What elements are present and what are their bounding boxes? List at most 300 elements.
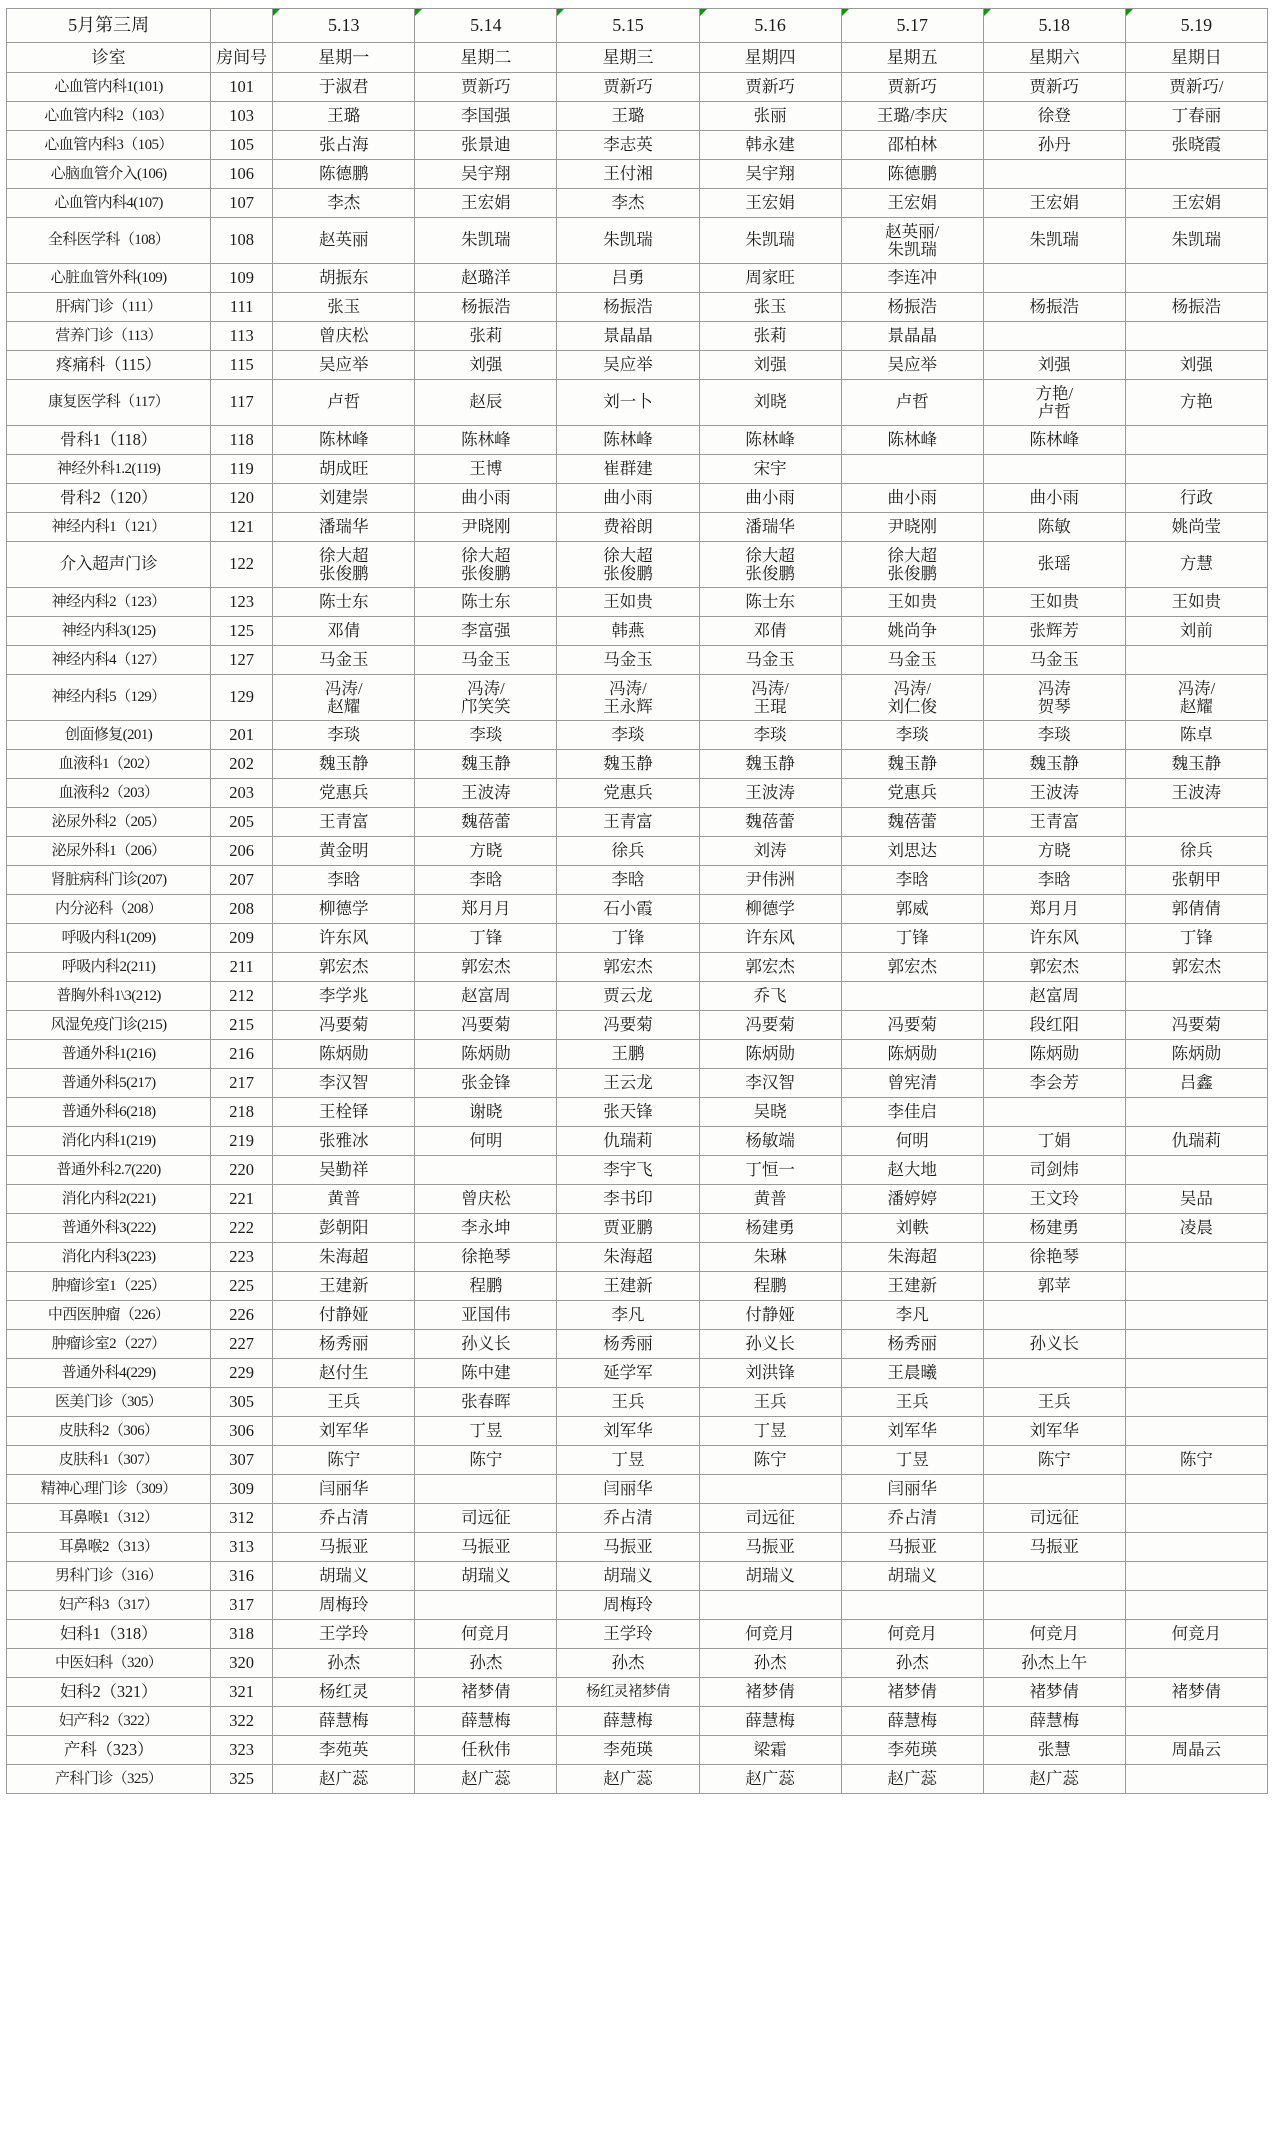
doctor-cell xyxy=(983,1475,1125,1504)
department-cell: 营养门诊（113） xyxy=(7,322,211,351)
table-row xyxy=(7,1069,1268,1098)
table-row xyxy=(7,1359,1268,1388)
doctor-cell: 姚尚争 xyxy=(841,617,983,646)
doctor-cell: 赵辰 xyxy=(415,380,557,426)
doctor-cell xyxy=(699,542,841,588)
doctor-cell: 程鹏 xyxy=(415,1272,557,1301)
doctor-cell: 魏蓓蕾 xyxy=(699,808,841,837)
room-number-cell: 305 xyxy=(211,1388,273,1417)
department-cell: 泌尿外科2（205） xyxy=(7,808,211,837)
department-cell: 心血管内科2（103） xyxy=(7,102,211,131)
doctor-cell xyxy=(841,542,983,588)
table-row xyxy=(7,1649,1268,1678)
doctor-cell xyxy=(415,1475,557,1504)
doctor-cell: 吴应举 xyxy=(841,351,983,380)
doctor-cell: 郑月月 xyxy=(415,895,557,924)
doctor-cell: 张春晖 xyxy=(415,1388,557,1417)
doctor-cell: 赵广蕊 xyxy=(983,1765,1125,1794)
room-number-cell: 307 xyxy=(211,1446,273,1475)
doctor-cell: 王波涛 xyxy=(1125,779,1267,808)
doctor-cell xyxy=(983,1359,1125,1388)
doctor-cell: 张玉 xyxy=(699,293,841,322)
doctor-cell: 杨振浩 xyxy=(415,293,557,322)
doctor-cell: 李凡 xyxy=(841,1301,983,1330)
doctor-cell: 褚梦倩 xyxy=(1125,1678,1267,1707)
doctor-cell: 周家旺 xyxy=(699,264,841,293)
room-number-cell: 323 xyxy=(211,1736,273,1765)
doctor-cell: 马振亚 xyxy=(415,1533,557,1562)
doctor-cell: 亚国伟 xyxy=(415,1301,557,1330)
doctor-name-line: 赵耀 xyxy=(327,696,361,716)
doctor-cell xyxy=(841,218,983,264)
doctor-cell: 李汉智 xyxy=(273,1069,415,1098)
department-cell: 普通外科1(216) xyxy=(7,1040,211,1069)
room-number-cell: 325 xyxy=(211,1765,273,1794)
doctor-cell: 薛慧梅 xyxy=(841,1707,983,1736)
doctor-cell: 胡瑞义 xyxy=(699,1562,841,1591)
department-cell: 康复医学科（117） xyxy=(7,380,211,426)
room-number-cell: 212 xyxy=(211,982,273,1011)
doctor-cell: 黄金明 xyxy=(273,837,415,866)
doctor-cell xyxy=(1125,1504,1267,1533)
doctor-cell: 段红阳 xyxy=(983,1011,1125,1040)
table-row xyxy=(7,1562,1268,1591)
table-row xyxy=(7,542,1268,588)
doctor-cell xyxy=(983,1098,1125,1127)
room-number-cell: 220 xyxy=(211,1156,273,1185)
doctor-cell: 孙义长 xyxy=(415,1330,557,1359)
department-cell: 心血管内科4(107) xyxy=(7,189,211,218)
doctor-cell: 李会芳 xyxy=(983,1069,1125,1098)
doctor-cell: 王云龙 xyxy=(557,1069,699,1098)
doctor-cell: 贾新巧/ xyxy=(1125,73,1267,102)
doctor-name-line: 徐大超 xyxy=(319,546,369,566)
room-number-cell: 122 xyxy=(211,542,273,588)
doctor-cell: 吴勤祥 xyxy=(273,1156,415,1185)
doctor-cell: 王兵 xyxy=(557,1388,699,1417)
doctor-cell: 谢晓 xyxy=(415,1098,557,1127)
doctor-cell: 胡瑞义 xyxy=(557,1562,699,1591)
doctor-cell: 赵广蕊 xyxy=(415,1765,557,1794)
doctor-cell: 仇瑞莉 xyxy=(557,1127,699,1156)
doctor-cell: 党惠兵 xyxy=(557,779,699,808)
doctor-cell: 徐艳琴 xyxy=(983,1243,1125,1272)
table-row xyxy=(7,1388,1268,1417)
room-number-cell: 121 xyxy=(211,513,273,542)
doctor-cell: 方晓 xyxy=(415,837,557,866)
table-row xyxy=(7,1446,1268,1475)
room-number-cell: 115 xyxy=(211,351,273,380)
department-cell: 神经内科4（127） xyxy=(7,646,211,675)
date-header-3 xyxy=(557,9,699,43)
doctor-cell: 丁锋 xyxy=(415,924,557,953)
doctor-cell: 陈宁 xyxy=(273,1446,415,1475)
doctor-cell: 曲小雨 xyxy=(841,484,983,513)
doctor-cell: 陈炳勋 xyxy=(415,1040,557,1069)
table-row xyxy=(7,264,1268,293)
doctor-cell xyxy=(557,542,699,588)
column-header-weekday-1: 星期一 xyxy=(273,43,415,73)
doctor-cell: 付静娅 xyxy=(699,1301,841,1330)
doctor-cell: 徐兵 xyxy=(557,837,699,866)
doctor-cell: 陈士东 xyxy=(273,588,415,617)
table-row xyxy=(7,1504,1268,1533)
doctor-cell: 卢哲 xyxy=(841,380,983,426)
doctor-cell xyxy=(699,675,841,721)
room-number-cell: 227 xyxy=(211,1330,273,1359)
doctor-cell: 刘军华 xyxy=(273,1417,415,1446)
doctor-name-line: 朱凯瑞 xyxy=(887,239,937,259)
department-cell: 普胸外科1\3(212) xyxy=(7,982,211,1011)
doctor-cell: 张晓霞 xyxy=(1125,131,1267,160)
doctor-cell: 刘洪锋 xyxy=(699,1359,841,1388)
doctor-cell: 杨秀丽 xyxy=(841,1330,983,1359)
doctor-cell xyxy=(983,264,1125,293)
room-number-cell: 218 xyxy=(211,1098,273,1127)
doctor-cell: 李晗 xyxy=(273,866,415,895)
clinic-schedule-table xyxy=(6,8,1268,1794)
doctor-cell: 褚梦倩 xyxy=(699,1678,841,1707)
doctor-cell: 邓倩 xyxy=(699,617,841,646)
doctor-name-line: 徐大超 xyxy=(603,546,653,566)
table-row xyxy=(7,351,1268,380)
doctor-cell: 吴应举 xyxy=(273,351,415,380)
department-cell: 产科（323） xyxy=(7,1736,211,1765)
doctor-cell: 柳德学 xyxy=(699,895,841,924)
room-number-cell: 103 xyxy=(211,102,273,131)
table-row xyxy=(7,779,1268,808)
department-cell: 医美门诊（305） xyxy=(7,1388,211,1417)
department-cell: 创面修复(201) xyxy=(7,721,211,750)
department-cell: 神经内科2（123） xyxy=(7,588,211,617)
doctor-cell: 赵大地 xyxy=(841,1156,983,1185)
table-row xyxy=(7,1098,1268,1127)
doctor-cell xyxy=(1125,1707,1267,1736)
doctor-cell: 刘强 xyxy=(699,351,841,380)
doctor-cell: 贾新巧 xyxy=(557,73,699,102)
doctor-cell: 彭朝阳 xyxy=(273,1214,415,1243)
room-number-cell: 201 xyxy=(211,721,273,750)
department-cell: 普通外科3(222) xyxy=(7,1214,211,1243)
doctor-cell: 陈士东 xyxy=(415,588,557,617)
doctor-cell: 曲小雨 xyxy=(557,484,699,513)
doctor-name-line: 张俊鹏 xyxy=(461,563,511,583)
doctor-cell: 许东风 xyxy=(699,924,841,953)
doctor-cell: 韩永建 xyxy=(699,131,841,160)
doctor-cell: 丁昱 xyxy=(699,1417,841,1446)
doctor-cell: 薛慧梅 xyxy=(983,1707,1125,1736)
doctor-cell: 王文玲 xyxy=(983,1185,1125,1214)
department-cell: 泌尿外科1（206） xyxy=(7,837,211,866)
doctor-cell: 曾宪清 xyxy=(841,1069,983,1098)
department-cell: 普通外科5(217) xyxy=(7,1069,211,1098)
room-number-cell: 215 xyxy=(211,1011,273,1040)
doctor-cell: 陈林峰 xyxy=(273,426,415,455)
table-row xyxy=(7,617,1268,646)
doctor-name-line: 冯涛/ xyxy=(467,679,505,699)
date-label: 5.14 xyxy=(470,15,502,36)
doctor-cell: 冯要菊 xyxy=(841,1011,983,1040)
doctor-cell: 刘强 xyxy=(1125,351,1267,380)
room-number-cell: 113 xyxy=(211,322,273,351)
doctor-cell: 曾庆松 xyxy=(415,1185,557,1214)
doctor-cell: 马振亚 xyxy=(983,1533,1125,1562)
doctor-cell xyxy=(1125,264,1267,293)
doctor-cell: 丁昱 xyxy=(415,1417,557,1446)
room-number-cell: 208 xyxy=(211,895,273,924)
doctor-cell: 李国强 xyxy=(415,102,557,131)
doctor-cell: 郭宏杰 xyxy=(415,953,557,982)
doctor-name-line: 张俊鹏 xyxy=(319,563,369,583)
doctor-cell: 孙杰 xyxy=(699,1649,841,1678)
doctor-cell: 马金玉 xyxy=(273,646,415,675)
department-cell: 血液科1（202） xyxy=(7,750,211,779)
doctor-cell: 李晗 xyxy=(557,866,699,895)
doctor-cell: 吕鑫 xyxy=(1125,1069,1267,1098)
doctor-cell: 张雅冰 xyxy=(273,1127,415,1156)
table-row xyxy=(7,1243,1268,1272)
department-cell: 妇科2（321） xyxy=(7,1678,211,1707)
doctor-cell xyxy=(273,675,415,721)
department-cell: 神经内科3(125) xyxy=(7,617,211,646)
doctor-cell: 赵璐洋 xyxy=(415,264,557,293)
doctor-cell: 张莉 xyxy=(415,322,557,351)
doctor-cell: 薛慧梅 xyxy=(557,1707,699,1736)
doctor-cell xyxy=(1125,1359,1267,1388)
doctor-cell: 柳德学 xyxy=(273,895,415,924)
department-cell: 神经内科1（121） xyxy=(7,513,211,542)
doctor-name-line: 方艳/ xyxy=(1035,384,1074,404)
doctor-cell: 梁霜 xyxy=(699,1736,841,1765)
doctor-cell: 刘军华 xyxy=(841,1417,983,1446)
room-number-cell: 127 xyxy=(211,646,273,675)
column-header-weekday-2: 星期二 xyxy=(415,43,557,73)
department-cell: 皮肤科2（306） xyxy=(7,1417,211,1446)
doctor-cell: 王付湘 xyxy=(557,160,699,189)
doctor-cell: 王宏娟 xyxy=(415,189,557,218)
table-row xyxy=(7,1156,1268,1185)
doctor-cell: 任秋伟 xyxy=(415,1736,557,1765)
doctor-cell xyxy=(1125,1330,1267,1359)
doctor-cell: 王建新 xyxy=(273,1272,415,1301)
doctor-cell xyxy=(1125,1272,1267,1301)
doctor-cell: 丁娟 xyxy=(983,1127,1125,1156)
doctor-cell: 刘思达 xyxy=(841,837,983,866)
doctor-cell: 乔飞 xyxy=(699,982,841,1011)
doctor-cell xyxy=(983,675,1125,721)
doctor-cell: 陈林峰 xyxy=(841,426,983,455)
table-row xyxy=(7,675,1268,721)
department-cell: 肿瘤诊室1（225） xyxy=(7,1272,211,1301)
date-label: 5.19 xyxy=(1180,15,1213,36)
doctor-cell: 邵柏林 xyxy=(841,131,983,160)
doctor-cell: 陈炳勋 xyxy=(983,1040,1125,1069)
doctor-cell: 刘晓 xyxy=(699,380,841,426)
doctor-cell: 魏蓓蕾 xyxy=(841,808,983,837)
table-row xyxy=(7,322,1268,351)
doctor-name-line: 贺琴 xyxy=(1037,696,1071,716)
doctor-cell: 丁锋 xyxy=(1125,924,1267,953)
comment-triangle-icon xyxy=(842,9,849,16)
doctor-cell: 李志英 xyxy=(557,131,699,160)
department-cell: 肾脏病科门诊(207) xyxy=(7,866,211,895)
department-cell: 心脑血管介入(106) xyxy=(7,160,211,189)
doctor-cell: 马振亚 xyxy=(841,1533,983,1562)
doctor-cell: 朱海超 xyxy=(841,1243,983,1272)
doctor-cell: 何竞月 xyxy=(699,1620,841,1649)
doctor-cell xyxy=(1125,1475,1267,1504)
doctor-cell xyxy=(1125,1388,1267,1417)
room-number-cell: 120 xyxy=(211,484,273,513)
room-number-cell: 205 xyxy=(211,808,273,837)
doctor-cell: 郭宏杰 xyxy=(557,953,699,982)
doctor-cell: 王如贵 xyxy=(841,588,983,617)
department-cell: 消化内科1(219) xyxy=(7,1127,211,1156)
doctor-cell: 胡瑞义 xyxy=(841,1562,983,1591)
doctor-cell: 马金玉 xyxy=(841,646,983,675)
doctor-cell: 刘强 xyxy=(415,351,557,380)
doctor-cell: 吴宇翔 xyxy=(699,160,841,189)
doctor-cell: 陈宁 xyxy=(983,1446,1125,1475)
doctor-cell: 陈炳勋 xyxy=(273,1040,415,1069)
room-number-cell: 119 xyxy=(211,455,273,484)
doctor-cell: 宋宇 xyxy=(699,455,841,484)
doctor-cell: 冯要菊 xyxy=(273,1011,415,1040)
doctor-cell: 吕勇 xyxy=(557,264,699,293)
table-row xyxy=(7,1214,1268,1243)
doctor-cell: 徐艳琴 xyxy=(415,1243,557,1272)
room-number-cell: 320 xyxy=(211,1649,273,1678)
doctor-cell xyxy=(983,322,1125,351)
room-number-cell: 321 xyxy=(211,1678,273,1707)
date-header-7 xyxy=(1125,9,1267,43)
doctor-cell: 何明 xyxy=(415,1127,557,1156)
doctor-cell: 何竞月 xyxy=(983,1620,1125,1649)
doctor-name-line: 徐大超 xyxy=(887,546,937,566)
doctor-cell: 刘前 xyxy=(1125,617,1267,646)
room-number-cell: 108 xyxy=(211,218,273,264)
doctor-cell: 李琰 xyxy=(983,721,1125,750)
doctor-cell xyxy=(699,1475,841,1504)
doctor-cell xyxy=(983,380,1125,426)
doctor-cell: 王如贵 xyxy=(557,588,699,617)
doctor-cell: 朱凯瑞 xyxy=(699,218,841,264)
doctor-cell xyxy=(983,455,1125,484)
doctor-cell: 薛慧梅 xyxy=(273,1707,415,1736)
doctor-cell: 孙杰 xyxy=(841,1649,983,1678)
doctor-cell: 曲小雨 xyxy=(415,484,557,513)
doctor-cell: 张辉芳 xyxy=(983,617,1125,646)
doctor-cell: 潘瑞华 xyxy=(273,513,415,542)
department-cell: 介入超声门诊 xyxy=(7,542,211,588)
doctor-cell: 贾云龙 xyxy=(557,982,699,1011)
department-cell: 妇科1（318） xyxy=(7,1620,211,1649)
room-number-cell: 111 xyxy=(211,293,273,322)
doctor-cell xyxy=(841,675,983,721)
department-cell: 心血管内科1(101) xyxy=(7,73,211,102)
doctor-cell: 黄普 xyxy=(699,1185,841,1214)
room-number-cell: 219 xyxy=(211,1127,273,1156)
doctor-cell xyxy=(1125,1417,1267,1446)
doctor-cell: 魏玉静 xyxy=(557,750,699,779)
doctor-cell: 景晶晶 xyxy=(841,322,983,351)
room-number-cell: 318 xyxy=(211,1620,273,1649)
doctor-cell: 王如贵 xyxy=(1125,588,1267,617)
date-label: 5.18 xyxy=(1038,15,1071,36)
doctor-cell: 闫丽华 xyxy=(841,1475,983,1504)
doctor-cell xyxy=(1125,1649,1267,1678)
doctor-cell xyxy=(1125,1591,1267,1620)
room-number-cell: 202 xyxy=(211,750,273,779)
doctor-cell xyxy=(415,1156,557,1185)
column-header-weekday-5: 星期五 xyxy=(841,43,983,73)
room-number-cell: 222 xyxy=(211,1214,273,1243)
table-row xyxy=(7,73,1268,102)
table-row xyxy=(7,102,1268,131)
doctor-cell: 邓倩 xyxy=(273,617,415,646)
doctor-cell: 贾新巧 xyxy=(415,73,557,102)
doctor-cell xyxy=(983,1591,1125,1620)
doctor-cell: 褚梦倩 xyxy=(841,1678,983,1707)
room-number-cell: 107 xyxy=(211,189,273,218)
doctor-cell: 李学兆 xyxy=(273,982,415,1011)
table-row xyxy=(7,1533,1268,1562)
title-spacer-cell xyxy=(211,9,273,43)
doctor-name-line: 张俊鹏 xyxy=(745,563,795,583)
doctor-cell: 李苑英 xyxy=(273,1736,415,1765)
doctor-name-line: 冯涛/ xyxy=(324,679,363,699)
doctor-cell: 朱凯瑞 xyxy=(557,218,699,264)
table-row xyxy=(7,1475,1268,1504)
doctor-cell: 张丽 xyxy=(699,102,841,131)
table-row xyxy=(7,218,1268,264)
doctor-cell: 潘婷婷 xyxy=(841,1185,983,1214)
doctor-cell: 尹晓刚 xyxy=(415,513,557,542)
room-number-cell: 306 xyxy=(211,1417,273,1446)
doctor-cell: 张占海 xyxy=(273,131,415,160)
table-row xyxy=(7,837,1268,866)
room-number-cell: 105 xyxy=(211,131,273,160)
doctor-cell: 王宏娟 xyxy=(983,189,1125,218)
comment-triangle-icon xyxy=(984,9,991,16)
room-number-cell: 129 xyxy=(211,675,273,721)
sheet-title: 5月第三周 xyxy=(7,9,211,43)
doctor-cell: 丁昱 xyxy=(557,1446,699,1475)
doctor-cell: 徐登 xyxy=(983,102,1125,131)
doctor-cell: 王建新 xyxy=(557,1272,699,1301)
doctor-cell: 何竞月 xyxy=(841,1620,983,1649)
department-cell: 心脏血管外科(109) xyxy=(7,264,211,293)
doctor-cell: 贾新巧 xyxy=(699,73,841,102)
table-row xyxy=(7,982,1268,1011)
table-row xyxy=(7,1185,1268,1214)
column-header-weekday-3: 星期三 xyxy=(557,43,699,73)
doctor-cell: 杨振浩 xyxy=(557,293,699,322)
room-number-cell: 211 xyxy=(211,953,273,982)
doctor-cell: 冯要菊 xyxy=(415,1011,557,1040)
table-row xyxy=(7,808,1268,837)
department-cell: 中医妇科（320） xyxy=(7,1649,211,1678)
doctor-cell: 丁恒一 xyxy=(699,1156,841,1185)
room-number-cell: 101 xyxy=(211,73,273,102)
doctor-cell: 赵英丽 xyxy=(273,218,415,264)
doctor-cell: 薛慧梅 xyxy=(415,1707,557,1736)
table-row xyxy=(7,866,1268,895)
doctor-cell: 李苑瑛 xyxy=(557,1736,699,1765)
doctor-cell: 李杰 xyxy=(557,189,699,218)
doctor-cell: 尹伟洲 xyxy=(699,866,841,895)
doctor-cell: 赵富周 xyxy=(983,982,1125,1011)
